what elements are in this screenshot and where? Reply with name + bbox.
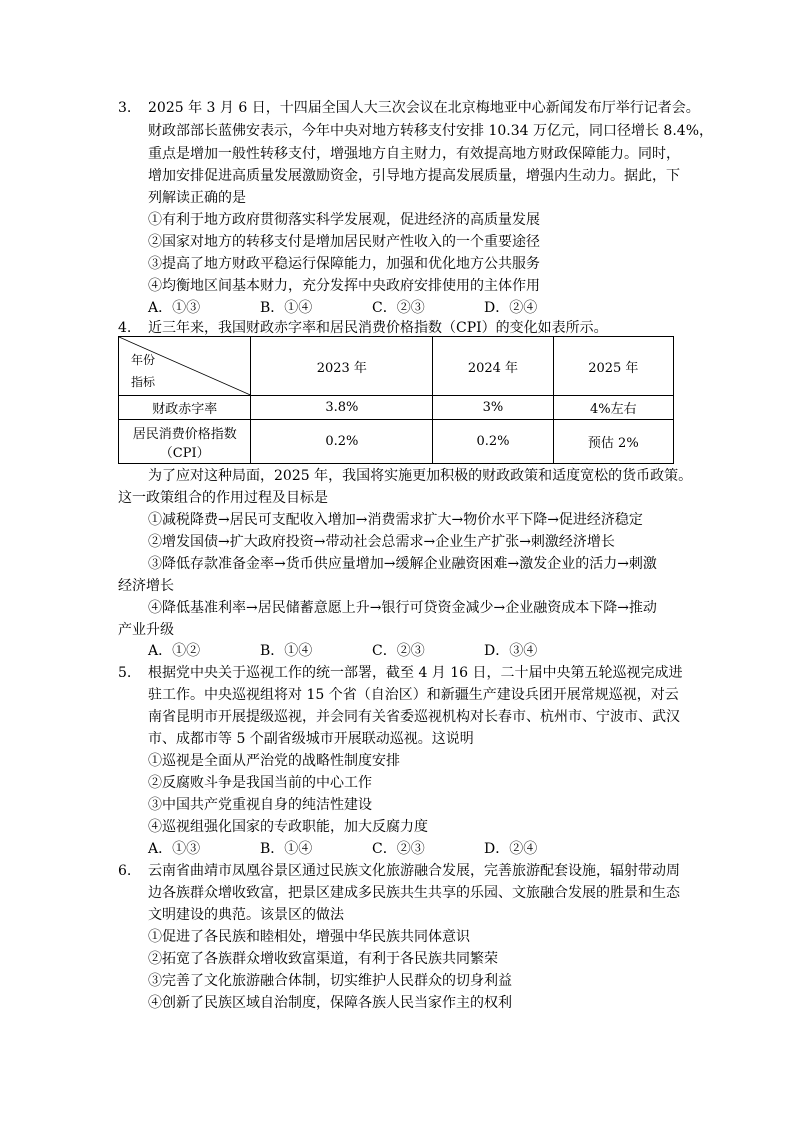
question-3-number: 3.	[118, 100, 132, 116]
header-year-label: 年份	[131, 353, 156, 367]
option-a: A．①②	[148, 643, 201, 659]
option-c: C．②③	[372, 841, 425, 857]
option-b: B．①④	[260, 300, 313, 316]
question-6-number: 6.	[118, 863, 132, 879]
question-6-item-1: ①促进了各民族和睦相处，增强中华民族共同体意识	[148, 929, 470, 945]
question-5-stem-line-4: 市、成都市等 5 个副省级城市开展联动巡视。这说明	[148, 731, 474, 747]
question-3-options	[148, 298, 568, 318]
table-cell: 0.2%	[251, 420, 433, 464]
table-cell: 3.8%	[251, 396, 433, 420]
question-3-stem-line-2: 财政部部长蓝佛安表示，今年中央对地方转移支付安排 10.34 万亿元，同口径增长 8.4%，	[148, 123, 713, 139]
question-6-stem-line-1: 云南省曲靖市凤凰谷景区通过民族文化旅游融合发展，完善旅游配套设施，辐射带动周	[148, 863, 680, 879]
question-6-stem-line-3: 文明建设的典范。该景区的做法	[148, 907, 344, 923]
question-3-stem-line-5: 列解读正确的是	[148, 190, 246, 206]
question-3-item-3: ③提高了地方财政平稳运行保障能力，加强和优化地方公共服务	[148, 256, 540, 272]
question-4-item-4: ④降低基准利率→居民储蓄意愿上升→银行可贷资金减少→企业融资成本下降→推动	[148, 600, 657, 616]
table-cell: 0.2%	[433, 420, 553, 464]
table-corner-header	[119, 337, 251, 396]
option-c: C．②③	[372, 643, 425, 659]
question-3-stem-line-1: 2025 年 3 月 6 日，十四届全国人大三次会议在北京梅地亚中心新闻发布厅举行记者会。	[148, 100, 700, 116]
year-header-2024: 2024 年	[433, 337, 553, 396]
option-a: A．①③	[148, 841, 201, 857]
table-row	[119, 396, 674, 420]
question-4-after-line-2: 这一政策组合的作用过程及目标是	[118, 490, 328, 506]
header-indicator-label: 指标	[131, 375, 156, 389]
question-4-number: 4.	[118, 320, 132, 336]
question-5-stem-line-1: 根据党中央关于巡视工作的统一部署，截至 4 月 16 日，二十届中央第五轮巡视完成进	[148, 665, 683, 681]
row-label-cpi-line-2: （CPI）	[159, 445, 210, 461]
question-6-item-4: ④创新了民族区域自治制度，保障各族人民当家作主的权利	[148, 995, 512, 1011]
option-d: D．③④	[484, 643, 538, 659]
year-header-2025: 2025 年	[553, 337, 673, 396]
option-d: D．②④	[484, 300, 538, 316]
option-b: B．①④	[260, 841, 313, 857]
question-5-item-1: ①巡视是全面从严治党的战略性制度安排	[148, 753, 400, 769]
question-3-stem-line-3: 重点是增加一般性转移支付，增强地方自主财力，有效提高地方财政保障能力。同时，	[148, 146, 680, 162]
table-cell: 预估 2%	[553, 420, 673, 464]
row-label-cpi-line-1: 居民消费价格指数	[132, 426, 237, 442]
question-5-stem-line-2: 驻工作。中央巡视组将对 15 个省（自治区）和新疆生产建设兵团开展常规巡视，对云	[148, 687, 679, 703]
option-b: B．①④	[260, 643, 313, 659]
question-5-options	[148, 839, 568, 859]
row-label-deficit: 财政赤字率	[119, 396, 251, 420]
question-5-number: 5.	[118, 665, 132, 681]
data-table	[118, 336, 674, 464]
question-3-stem-line-4: 增加安排促进高质量发展激励资金，引导地方提高发展质量，增强内生动力。据此，下	[148, 168, 680, 184]
question-3-item-2: ②国家对地方的转移支付是增加居民财产性收入的一个重要途径	[148, 234, 540, 250]
question-4-stem: 近三年来，我国财政赤字率和居民消费价格指数（CPI）的变化如表所示。	[148, 320, 608, 336]
row-label-cpi	[119, 420, 251, 464]
option-c: C．②③	[372, 300, 425, 316]
question-4-item-3: ③降低存款准备金率→货币供应量增加→缓解企业融资困难→激发企业的活力→刺激	[148, 556, 657, 572]
table-row	[119, 420, 674, 464]
question-6-stem-line-2: 边各族群众增收致富，把景区建成多民族共生共享的乐园、文旅融合发展的胜景和生态	[148, 885, 680, 901]
question-5-item-4: ④巡视组强化国家的专政职能，加大反腐力度	[148, 819, 428, 835]
table-cell: 4%左右	[553, 396, 673, 420]
table-cell: 3%	[433, 396, 553, 420]
question-4-item-3-cont: 经济增长	[118, 578, 174, 594]
question-6-item-3: ③完善了文化旅游融合体制，切实维护人民群众的切身利益	[148, 973, 512, 989]
question-4-item-4-cont: 产业升级	[118, 622, 174, 638]
question-5-item-3: ③中国共产党重视自身的纯洁性建设	[148, 797, 372, 813]
question-5-item-2: ②反腐败斗争是我国当前的中心工作	[148, 775, 372, 791]
year-header-2023: 2023 年	[251, 337, 433, 396]
question-4-item-2: ②增发国债→扩大政府投资→带动社会总需求→企业生产扩张→刺激经济增长	[148, 534, 615, 550]
question-4-item-1: ①减税降费→居民可支配收入增加→消费需求扩大→物价水平下降→促进经济稳定	[148, 512, 643, 528]
question-4-options	[148, 641, 568, 661]
question-6-item-2: ②拓宽了各族群众增收致富渠道，有利于各民族共同繁荣	[148, 951, 498, 967]
option-d: D．②④	[484, 841, 538, 857]
question-4-after-line-1: 为了应对这种局面，2025 年，我国将实施更加积极的财政政策和适度宽松的货币政策。	[148, 468, 693, 484]
option-a: A．①③	[148, 300, 201, 316]
question-3-item-4: ④均衡地区间基本财力，充分发挥中央政府安排使用的主体作用	[148, 278, 540, 294]
question-5-stem-line-3: 南省昆明市开展提级巡视，并会同有关省委巡视机构对长春市、杭州市、宁波市、武汉	[148, 709, 680, 725]
question-3-item-1: ①有利于地方政府贯彻落实科学发展观，促进经济的高质量发展	[148, 212, 540, 228]
